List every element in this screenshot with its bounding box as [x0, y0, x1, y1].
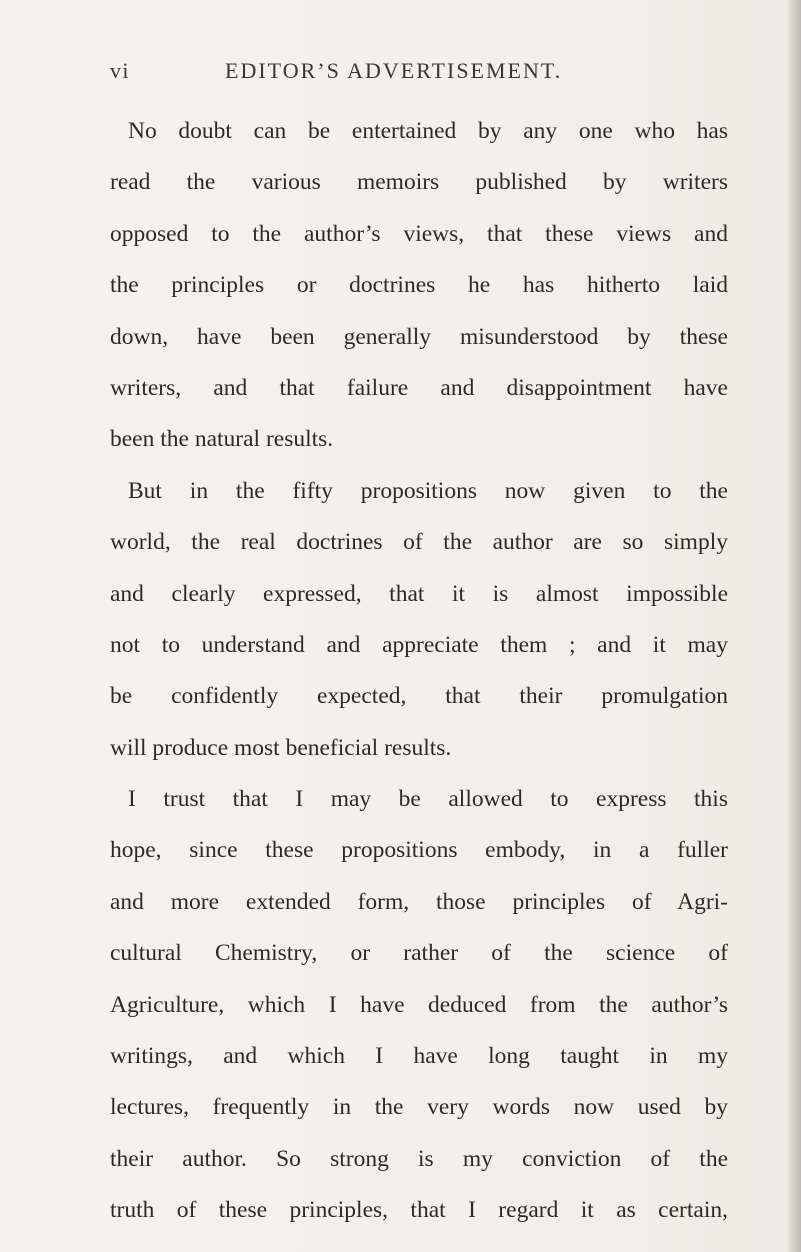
body-text	[110, 106, 728, 1237]
running-head	[110, 58, 730, 92]
text-line: world, the real doctrines of the author are so simply	[110, 529, 728, 556]
text-line: But in the fifty propositions now given to the	[128, 477, 728, 504]
text-line: not to understand and appreciate them ; and it may	[110, 631, 728, 658]
text-line: I trust that I may be allowed to express this	[128, 786, 728, 813]
page-number: vi	[110, 58, 130, 83]
page-edge-shadow	[787, 0, 801, 1252]
text-line: their author. So strong is my conviction of the	[110, 1145, 728, 1172]
text-line: opposed to the author’s views, that these views and	[110, 220, 728, 247]
text-line: writings, and which I have long taught in my	[110, 1043, 728, 1070]
text-line: been the natural results.	[110, 426, 334, 453]
text-line: be confidently expected, that their promulgation	[110, 683, 728, 710]
running-head-title: EDITOR’S ADVERTISEMENT.	[225, 58, 563, 83]
text-line: hope, since these propositions embody, in a fuller	[110, 837, 728, 864]
text-line: read the various memoirs published by writers	[110, 169, 728, 196]
text-line: Agriculture, which I have deduced from the author’s	[110, 991, 728, 1018]
text-line: down, have been generally misunderstood by these	[110, 323, 728, 350]
text-line: cultural Chemistry, or rather of the science of	[110, 940, 728, 967]
text-line: writers, and that failure and disappointment have	[110, 374, 728, 401]
text-line: will produce most beneficial results.	[110, 734, 452, 761]
text-line: lectures, frequently in the very words now used by	[110, 1094, 728, 1121]
text-line: No doubt can be entertained by any one who has	[128, 118, 728, 144]
text-line: and clearly expressed, that it is almost impossible	[110, 580, 728, 607]
text-line: the principles or doctrines he has hitherto laid	[110, 272, 728, 299]
text-line: and more extended form, those principles of Agri-	[110, 888, 728, 915]
text-line: truth of these principles, that I regard it as certain,	[110, 1197, 728, 1224]
